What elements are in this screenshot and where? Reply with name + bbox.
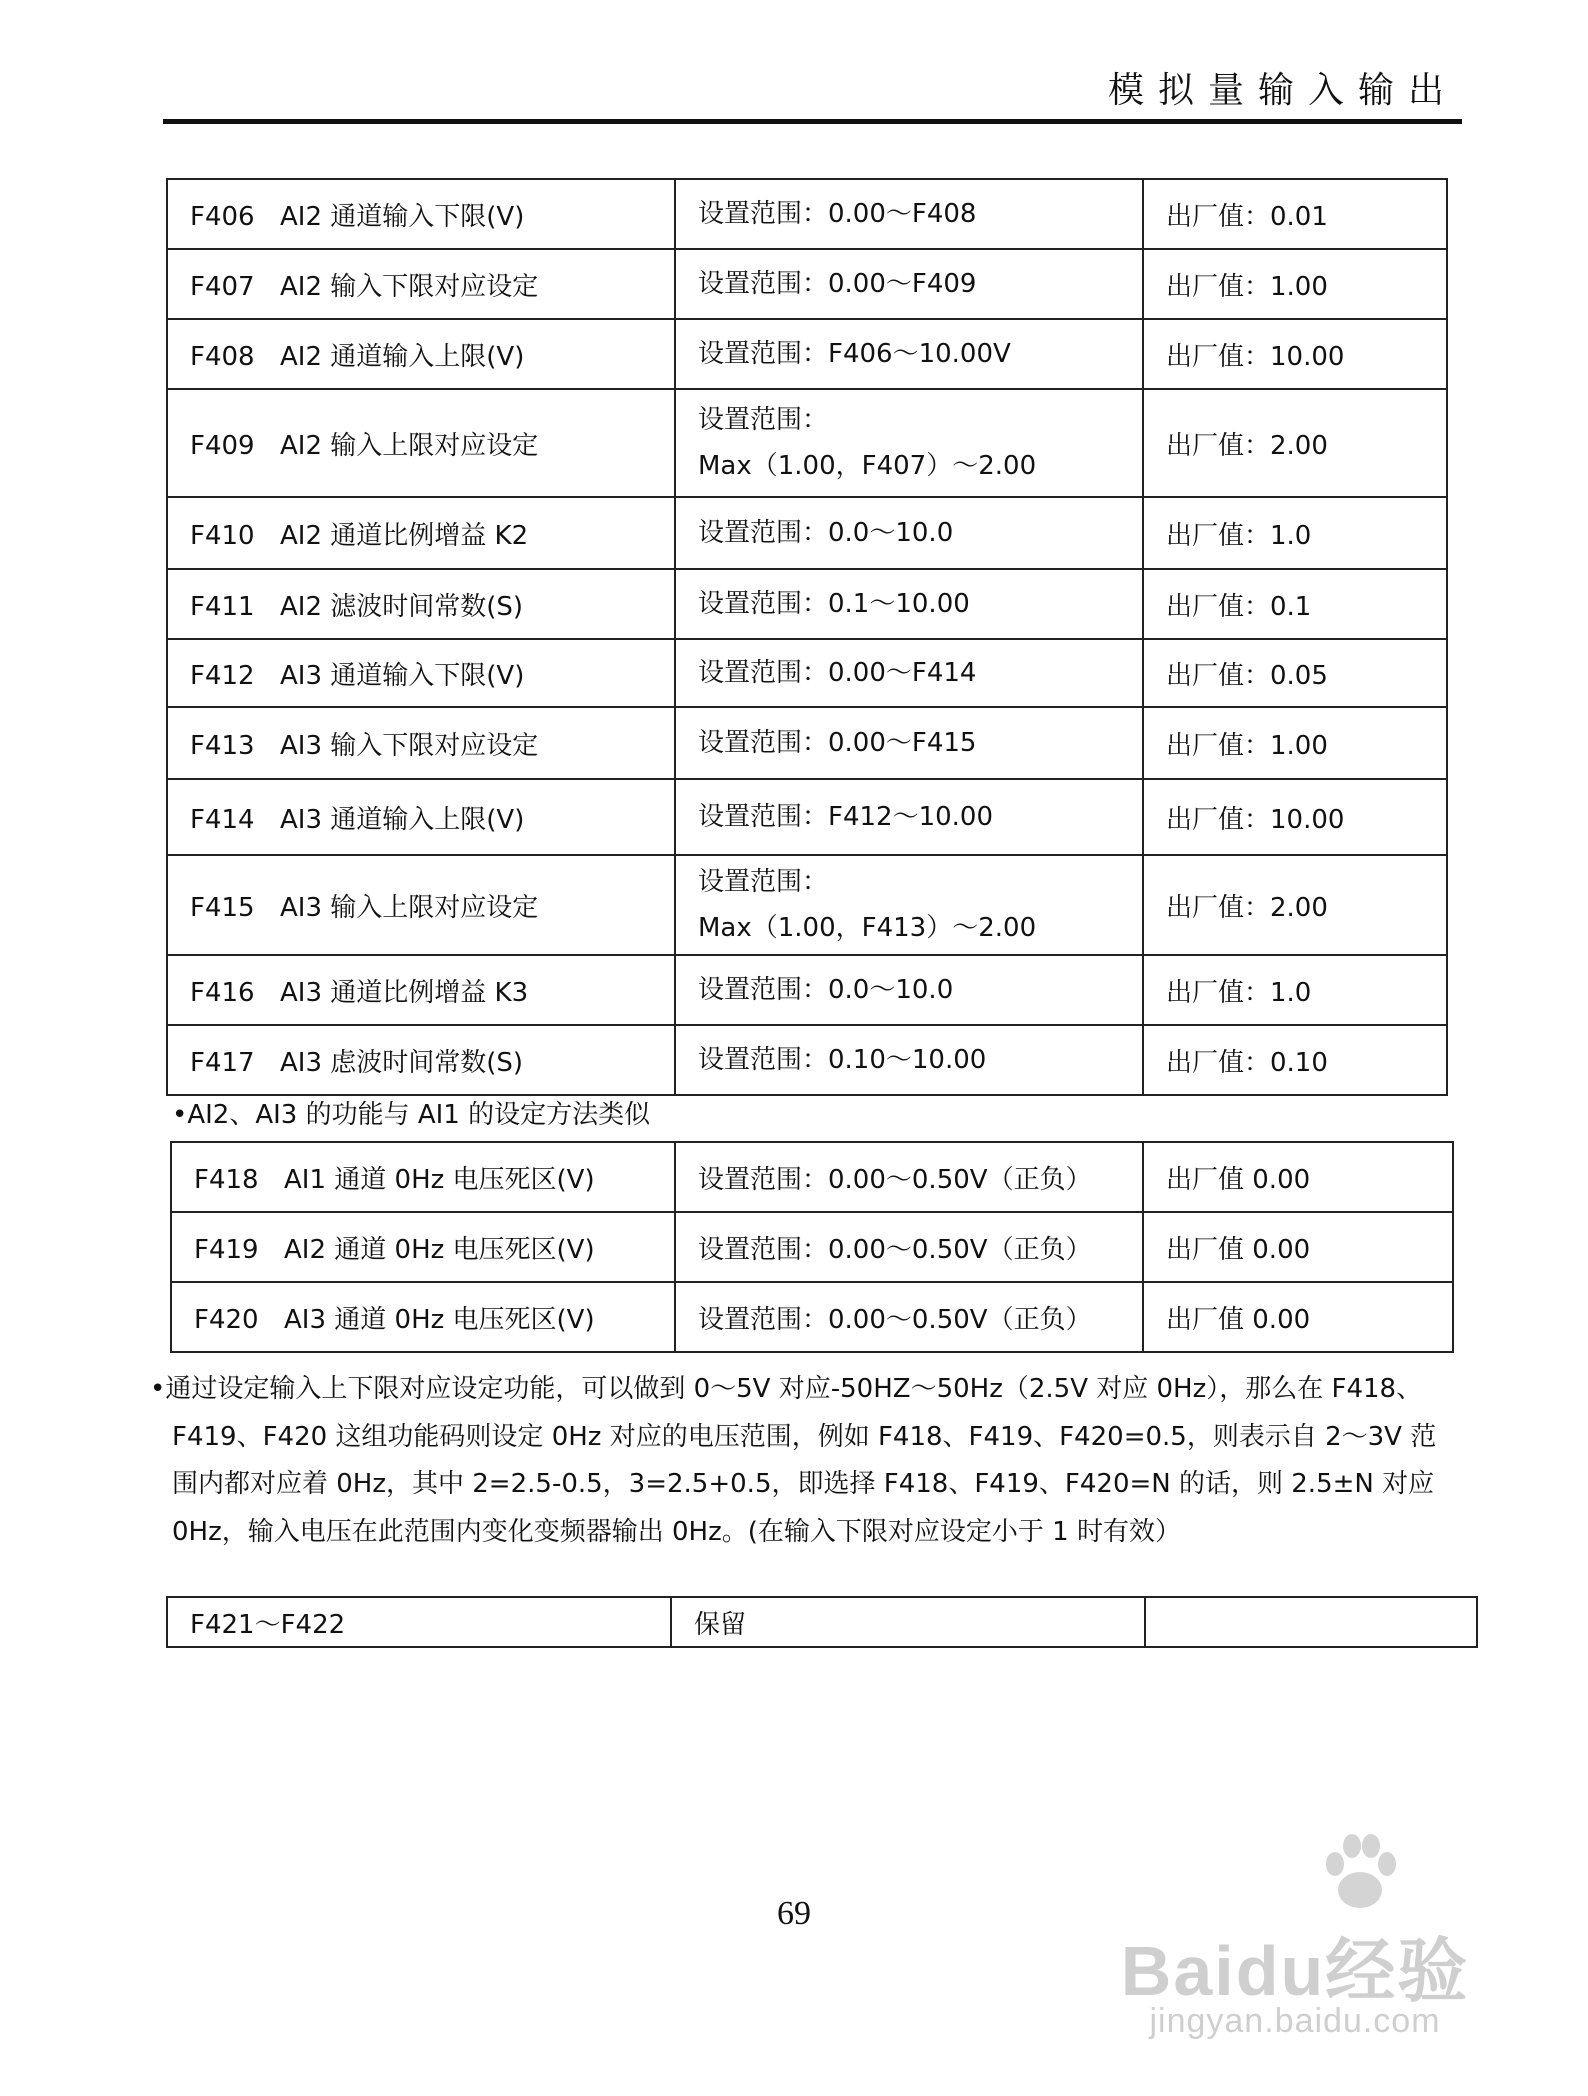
param-name: AI1 通道 0Hz 电压死区(V) xyxy=(284,1164,595,1195)
param-default-cell: 出厂值 0.00 xyxy=(1143,1212,1453,1282)
param-name-cell xyxy=(167,319,675,389)
table-row xyxy=(167,389,1447,497)
param-default-cell: 出厂值：2.00 xyxy=(1143,389,1447,497)
param-name-cell xyxy=(171,1282,675,1352)
param-range-cell xyxy=(675,249,1143,319)
param-code: F411 xyxy=(190,591,255,622)
param-name-cell xyxy=(171,1212,675,1282)
table-row xyxy=(167,1025,1447,1095)
param-code: F416 xyxy=(190,977,255,1008)
param-range-line: 设置范围：0.0～10.0 xyxy=(698,975,954,1005)
table-row xyxy=(167,1597,1477,1647)
paw-logo-icon xyxy=(1315,1830,1405,1920)
param-range-cell xyxy=(675,779,1143,855)
param-range-cell xyxy=(675,955,1143,1025)
parameter-table-reserved xyxy=(166,1596,1478,1648)
param-range-cell: 设置范围：0.00～0.50V（正负） xyxy=(675,1212,1143,1282)
param-name-cell xyxy=(167,707,675,779)
param-code: F406 xyxy=(190,201,255,232)
reserved-desc-cell: 保留 xyxy=(671,1597,1145,1647)
param-range-line: 设置范围：0.00～F409 xyxy=(698,269,977,299)
param-name: AI2 通道输入上限(V) xyxy=(280,341,525,372)
param-name-cell xyxy=(167,779,675,855)
table-row xyxy=(171,1282,1453,1352)
header-rule xyxy=(163,119,1462,124)
param-name: AI2 通道输入下限(V) xyxy=(280,201,525,232)
param-default-cell: 出厂值：1.0 xyxy=(1143,955,1447,1025)
table-row xyxy=(167,249,1447,319)
param-name-cell xyxy=(167,639,675,707)
param-range-cell xyxy=(675,639,1143,707)
table-row xyxy=(167,855,1447,955)
param-name-cell xyxy=(167,855,675,955)
parameter-table-deadzone xyxy=(170,1141,1454,1353)
param-range-line: 设置范围：F406～10.00V xyxy=(698,339,1011,369)
param-code: F409 xyxy=(190,430,255,461)
param-name: AI3 虑波时间常数(S) xyxy=(280,1047,524,1078)
param-range-line: Max（1.00，F407）～2.00 xyxy=(698,451,1037,481)
param-range-cell xyxy=(675,319,1143,389)
param-code: F419 xyxy=(194,1234,259,1265)
param-default-cell: 出厂值：0.1 xyxy=(1143,569,1447,639)
param-name-cell xyxy=(167,497,675,569)
param-default-cell: 出厂值：10.00 xyxy=(1143,319,1447,389)
table-row xyxy=(167,319,1447,389)
baidu-jingyan-watermark xyxy=(1110,1830,1480,2060)
param-name-cell xyxy=(167,1025,675,1095)
param-name: AI2 通道比例增益 K2 xyxy=(280,520,529,551)
param-range-line: 设置范围：F412～10.00 xyxy=(698,802,994,832)
param-code: F410 xyxy=(190,520,255,551)
param-name: AI2 通道 0Hz 电压死区(V) xyxy=(284,1234,595,1265)
param-range-line: 设置范围：0.0～10.0 xyxy=(698,518,954,548)
param-range-line: 设置范围：0.10～10.00 xyxy=(698,1045,987,1075)
param-default-cell: 出厂值：1.00 xyxy=(1143,249,1447,319)
param-code: F408 xyxy=(190,341,255,372)
param-range-line: 设置范围：0.1～10.00 xyxy=(698,589,970,619)
param-default-cell: 出厂值 0.00 xyxy=(1143,1142,1453,1212)
reserved-default-cell xyxy=(1145,1597,1477,1647)
param-range-cell xyxy=(675,855,1143,955)
param-range-line: 设置范围： xyxy=(698,867,829,897)
param-code: F420 xyxy=(194,1304,259,1335)
reserved-code-cell: F421～F422 xyxy=(167,1597,671,1647)
param-range-cell xyxy=(675,707,1143,779)
param-range-cell xyxy=(675,389,1143,497)
table-row xyxy=(167,779,1447,855)
param-name: AI2 输入下限对应设定 xyxy=(280,271,539,302)
param-range-cell xyxy=(675,179,1143,249)
param-name: AI3 输入下限对应设定 xyxy=(280,730,539,761)
note-ai2-ai3-similar: •AI2、AI3 的功能与 AI1 的设定方法类似 xyxy=(172,1100,651,1130)
param-range-cell xyxy=(675,1025,1143,1095)
param-code: F412 xyxy=(190,660,255,691)
table-row xyxy=(167,497,1447,569)
param-code: F418 xyxy=(194,1164,259,1195)
param-name-cell xyxy=(171,1142,675,1212)
table-row xyxy=(171,1142,1453,1212)
param-code: F417 xyxy=(190,1047,255,1078)
param-code: F413 xyxy=(190,730,255,761)
table-row xyxy=(167,639,1447,707)
param-default-cell: 出厂值：0.01 xyxy=(1143,179,1447,249)
param-name: AI2 输入上限对应设定 xyxy=(280,430,539,461)
param-name-cell xyxy=(167,389,675,497)
param-name: AI2 滤波时间常数(S) xyxy=(280,591,524,622)
note-deadzone-explanation: •通过设定输入上下限对应设定功能，可以做到 0～5V 对应-50HZ～50Hz（2.5V 对应 0Hz），那么在 F418、F419、F420 这组功能码则设定 0Hz 对应的电压范围，例如 F418、F419、F420=0.5，则表示自 2～3V 范围内都对应着 0Hz，其中 2=2.5-0.5，3=2.5+0.5，即选择 F418、F419、F420=N 的话，则 2.5±N 对应 0Hz，输入电压在此范围内变化变频器输出 0Hz。(在输入下限对应设定小于 1 时有效） xyxy=(150,1374,1437,1547)
table-row xyxy=(167,569,1447,639)
param-code: F407 xyxy=(190,271,255,302)
table-row xyxy=(167,955,1447,1025)
table-row xyxy=(167,707,1447,779)
param-range-line: 设置范围：0.00～F415 xyxy=(698,728,977,758)
param-range-cell xyxy=(675,497,1143,569)
param-range-line: 设置范围：0.00～F408 xyxy=(698,199,977,229)
table-row xyxy=(167,179,1447,249)
watermark-url: jingyan.baidu.com xyxy=(1149,2002,1441,2040)
param-range-line: Max（1.00，F413）～2.00 xyxy=(698,913,1037,943)
param-name: AI3 通道输入下限(V) xyxy=(280,660,525,691)
param-name: AI3 输入上限对应设定 xyxy=(280,892,539,923)
param-name: AI3 通道比例增益 K3 xyxy=(280,977,529,1008)
param-default-cell: 出厂值：1.0 xyxy=(1143,497,1447,569)
param-name-cell xyxy=(167,249,675,319)
param-default-cell: 出厂值：0.05 xyxy=(1143,639,1447,707)
param-name-cell xyxy=(167,955,675,1025)
param-range-cell: 设置范围：0.00～0.50V（正负） xyxy=(675,1142,1143,1212)
param-default-cell: 出厂值 0.00 xyxy=(1143,1282,1453,1352)
param-name-cell xyxy=(167,179,675,249)
param-code: F414 xyxy=(190,804,255,835)
param-range-line: 设置范围：0.00～F414 xyxy=(698,658,977,688)
table-row xyxy=(171,1212,1453,1282)
param-name-cell xyxy=(167,569,675,639)
param-default-cell: 出厂值：2.00 xyxy=(1143,855,1447,955)
param-code: F415 xyxy=(190,892,255,923)
param-default-cell: 出厂值：0.10 xyxy=(1143,1025,1447,1095)
param-range-cell: 设置范围：0.00～0.50V（正负） xyxy=(675,1282,1143,1352)
page-number: 69 xyxy=(777,1895,811,1932)
param-range-cell xyxy=(675,569,1143,639)
param-default-cell: 出厂值：10.00 xyxy=(1143,779,1447,855)
param-default-cell: 出厂值：1.00 xyxy=(1143,707,1447,779)
param-name: AI3 通道输入上限(V) xyxy=(280,804,525,835)
parameter-table-ai2-ai3 xyxy=(166,178,1448,1096)
watermark-brand: Baidu经验 xyxy=(1120,1932,1470,2010)
page-header-title: 模拟量输入输出 xyxy=(1107,70,1458,111)
param-range-line: 设置范围： xyxy=(698,405,829,435)
param-name: AI3 通道 0Hz 电压死区(V) xyxy=(284,1304,595,1335)
